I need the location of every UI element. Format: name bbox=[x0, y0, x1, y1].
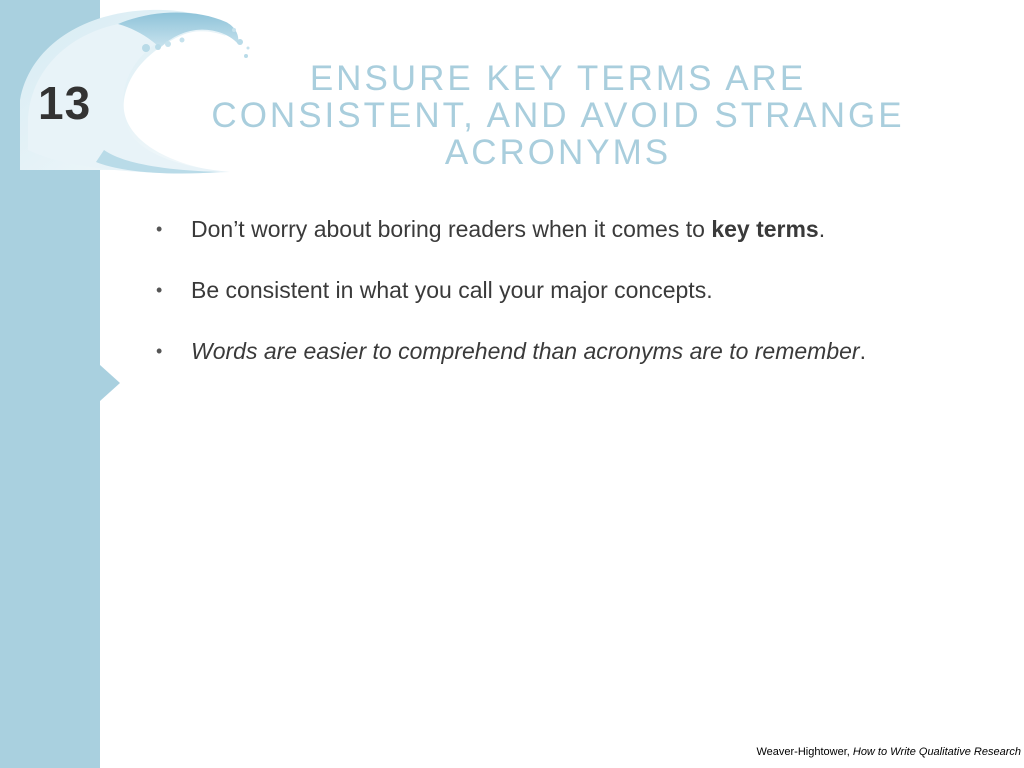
title-line-3: ACRONYMS bbox=[444, 133, 672, 172]
title-line-1: ENSURE KEY TERMS ARE bbox=[309, 59, 807, 98]
citation-author: Weaver-Hightower, bbox=[756, 746, 853, 758]
slide-number: 13 bbox=[38, 77, 92, 129]
bullet-text-end: . bbox=[859, 338, 866, 364]
bullet-marker: • bbox=[156, 219, 163, 239]
title-line-2: CONSISTENT, AND AVOID STRANGE bbox=[211, 96, 905, 135]
bullet-item bbox=[156, 332, 996, 370]
bullet-text-end: . bbox=[818, 216, 826, 242]
bullet-bold-text: key terms bbox=[711, 216, 819, 242]
citation bbox=[756, 746, 1021, 758]
slide-title bbox=[172, 60, 944, 171]
bullet-marker: • bbox=[156, 341, 163, 361]
bullet-text: Don’t worry about boring readers when it comes to bbox=[191, 216, 712, 242]
sidebar-arrow-notch bbox=[100, 365, 120, 401]
bullet-item bbox=[156, 271, 996, 309]
bullet-italic-text: Words are easier to comprehend than acronyms are to remember bbox=[191, 338, 860, 364]
bullet-item bbox=[156, 210, 996, 248]
bullet-text: Be consistent in what you call your major concepts. bbox=[191, 277, 713, 303]
bullet-list bbox=[156, 210, 996, 393]
citation-work: How to Write Qualitative Research bbox=[852, 746, 1021, 758]
bullet-marker: • bbox=[156, 280, 163, 300]
